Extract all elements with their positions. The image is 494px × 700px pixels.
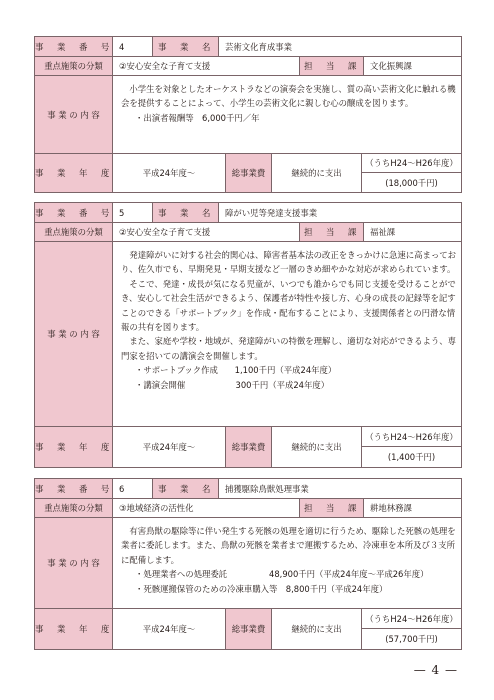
budget-cell (362, 609, 461, 649)
project-content (113, 518, 461, 608)
project-content (113, 242, 461, 426)
name-label: 事 業 名 (153, 37, 219, 56)
project-name: 芸術文化育成事業 (225, 41, 292, 52)
content-item: ・講演会開催 300千円（平成24年度） (135, 379, 330, 390)
budget-period-label: （うちH24〜H26年度） (362, 427, 461, 447)
content-paragraph: そこで、発達・成長が気になる児童が、いつでも誰からでも同じ支援を受けることができ、安心して社会生活ができるよう、保護者が特性や接し方、心身の成長の記録等を記すことのできる「サポートブック」を作成・配布することにより、支援関係者との円滑な情報の共有を図ります。 (121, 278, 456, 333)
project-number: 6 (113, 479, 153, 498)
budget-period-label: （うちH24〜H26年度） (362, 154, 461, 173)
project-card-6 (34, 478, 462, 650)
content-item: ・サポートブック作成 1,100千円（平成24年度） (135, 365, 337, 376)
category-label: 重点施策の分類 (35, 223, 113, 241)
year-label: 事 業 年 度 (35, 154, 113, 192)
content-item: ・出演者報酬等 6,000千円／年 (135, 112, 260, 123)
year-label: 事 業 年 度 (35, 427, 113, 467)
budget-amount: (18,000千円) (385, 177, 438, 188)
header-row (35, 37, 461, 57)
project-category: ③地域経済の活性化 (113, 499, 300, 517)
category-row (35, 57, 461, 76)
number-label: 事 業 番 号 (35, 203, 113, 222)
project-year: 平成24年度〜 (113, 427, 226, 467)
content-paragraph: また、家庭や学校・地域が、発達障がいの特徴を理解し、適切な対応ができるよう、専門家を招いての講演会を開催します。 (121, 336, 457, 361)
number-label: 事 業 番 号 (35, 37, 113, 56)
category-label: 重点施策の分類 (35, 499, 113, 517)
project-card-5 (34, 202, 462, 468)
project-cost: 継続的に支出 (272, 154, 362, 192)
project-number: 4 (113, 37, 153, 56)
year-row (35, 609, 461, 649)
project-dept: 福祉課 (370, 227, 396, 237)
content-paragraph: 小学生を対象としたオーケストラなどの演奏会を実施し、質の高い芸術文化に触れる機会を提供することによって、小学生の芸術文化に親しむ心の醸成を図ります。 (121, 84, 456, 109)
project-dept: 文化振興課 (370, 61, 412, 71)
project-year: 平成24年度〜 (113, 154, 226, 192)
content-row (35, 518, 461, 609)
project-cost: 継続的に支出 (272, 427, 362, 467)
project-category: ②安心安全な子育て支援 (113, 57, 300, 75)
project-category: ②安心安全な子育て支援 (113, 223, 300, 241)
category-row (35, 223, 461, 242)
category-row (35, 499, 461, 518)
budget-period-label: （うちH24〜H26年度） (362, 609, 461, 629)
cost-label: 総事業費 (226, 427, 272, 467)
budget-cell (362, 427, 461, 467)
project-dept: 耕地林務課 (370, 503, 412, 513)
content-row (35, 242, 461, 427)
number-label: 事 業 番 号 (35, 479, 113, 498)
project-year: 平成24年度〜 (113, 609, 226, 649)
page-number: — 4 — (413, 663, 458, 677)
dept-label: 担 当 課 (300, 499, 364, 517)
header-row (35, 203, 461, 223)
content-paragraph: 発達障がいに対する社会的関心は、障害者基本法の改正をきっかけに急速に高まっており、佐久市でも、早期発見・早期支援など一層のきめ細やかな対応が求められています。 (121, 250, 457, 275)
content-item: ・処理業者への処理委託 48,900千円（平成24年度〜平成26年度） (135, 569, 429, 580)
project-content (113, 76, 461, 153)
budget-cell (362, 154, 461, 192)
project-name: 障がい児等発達支援事業 (225, 207, 318, 218)
name-label: 事 業 名 (153, 203, 219, 222)
content-row (35, 76, 461, 154)
year-row (35, 427, 461, 467)
project-number: 5 (113, 203, 153, 222)
year-row (35, 154, 461, 192)
cost-label: 総事業費 (226, 154, 272, 192)
project-name: 捕獲駆除鳥獣処理事業 (225, 483, 309, 494)
dept-label: 担 当 課 (300, 223, 364, 241)
category-label: 重点施策の分類 (35, 57, 113, 75)
content-item: ・死骸運搬保管のための冷凍車購入等 8,800千円（平成24年度） (135, 583, 388, 594)
dept-label: 担 当 課 (300, 57, 364, 75)
cost-label: 総事業費 (226, 609, 272, 649)
budget-amount: (57,700千円) (385, 634, 438, 644)
content-label: 事 業 の 内 容 (35, 242, 113, 426)
project-card-4 (34, 36, 462, 193)
header-row (35, 479, 461, 499)
content-label: 事 業 の 内 容 (35, 76, 113, 153)
content-paragraph: 有害鳥獣の駆除等に伴い発生する死骸の処理を適切に行うため、駆除した死骸の処理を業者に委託します。また、鳥獣の死骸を業者まで運搬するため、冷凍車を本所及び３支所に配備します。 (121, 526, 456, 565)
content-label: 事 業 の 内 容 (35, 518, 113, 608)
project-cost: 継続的に支出 (272, 609, 362, 649)
name-label: 事 業 名 (153, 479, 219, 498)
year-label: 事 業 年 度 (35, 609, 113, 649)
budget-amount: (1,400千円) (387, 452, 436, 462)
